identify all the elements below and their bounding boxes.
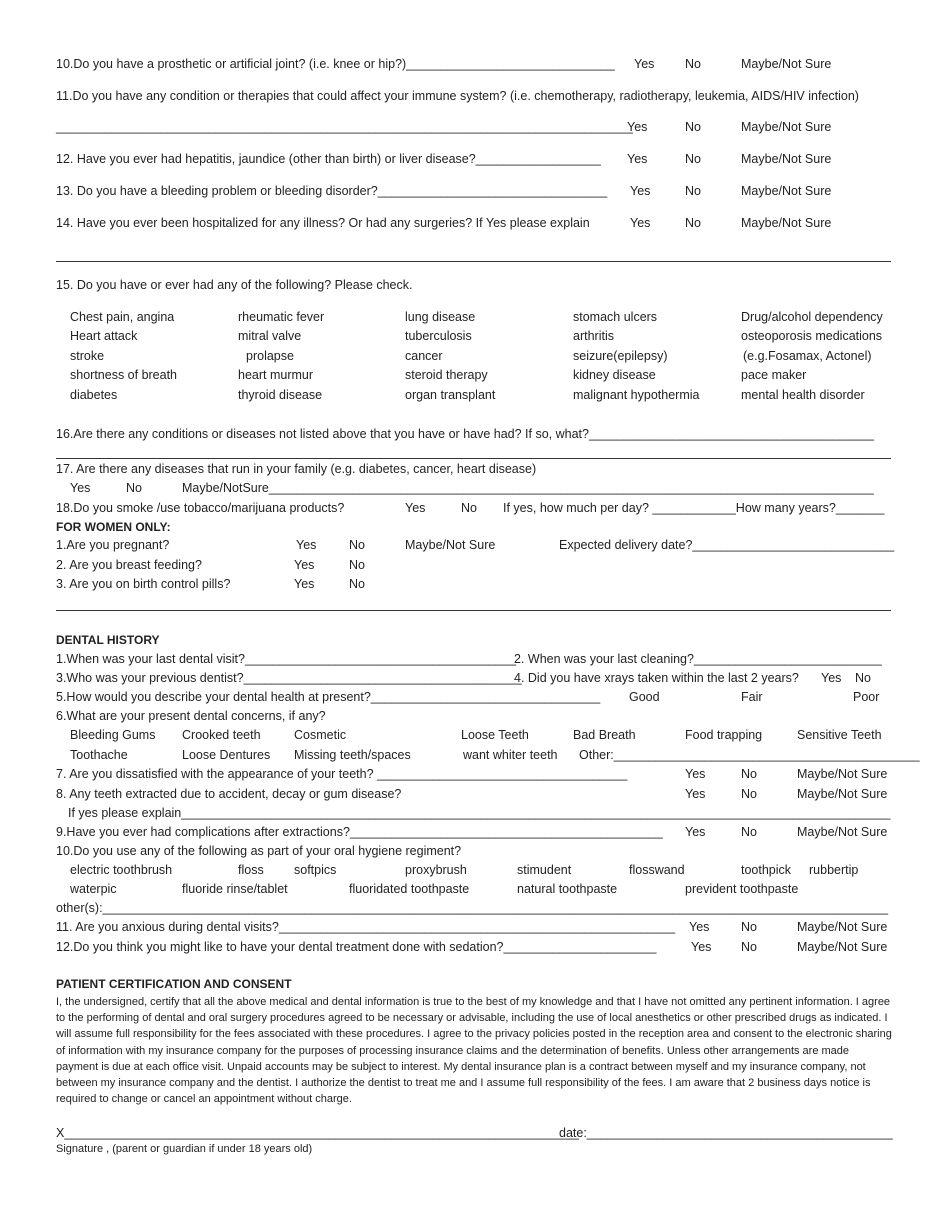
dental-q7-text: 7. Are you dissatisfied with the appearance of your teeth? ____________________________________ [56, 767, 628, 781]
condition-checkbox-item[interactable]: steroid therapy [405, 368, 488, 382]
women-q1-maybe-option[interactable]: Maybe/Not Sure [405, 538, 496, 552]
dental-q7-no-option[interactable]: No [741, 767, 757, 781]
dental-concern-option[interactable]: want whiter teeth [463, 748, 558, 762]
hygiene-product-option[interactable]: flosswand [629, 863, 685, 877]
condition-checkbox-item[interactable]: heart murmur [238, 368, 314, 382]
hygiene-product-option[interactable]: fluoride rinse/tablet [182, 882, 288, 896]
q11-no-option[interactable]: No [685, 120, 701, 134]
q18-no-option[interactable]: No [461, 501, 477, 515]
dental-q5-text: 5.How would you describe your dental health at present?_________________________________ [56, 690, 601, 704]
consent-heading: PATIENT CERTIFICATION AND CONSENT [56, 977, 292, 991]
condition-checkbox-item[interactable]: mitral valve [238, 329, 302, 343]
dental-q11-text: 11. Are you anxious during dental visits?_________________________________________________________ [56, 920, 676, 934]
dental-q4-text: 4. Did you have xrays taken within the last 2 years? [514, 671, 799, 685]
condition-checkbox-item[interactable]: Drug/alcohol dependency [741, 310, 883, 324]
dental-q4-no-option[interactable]: No [855, 671, 871, 685]
q11-answer-line[interactable]: ___________________________________________________________________________________ [56, 120, 634, 134]
hygiene-product-option[interactable]: stimudent [517, 863, 572, 877]
women-q1-yes-option[interactable]: Yes [296, 538, 317, 552]
dental-concern-option[interactable]: Sensitive Teeth [797, 728, 882, 742]
q17-maybe-option[interactable]: Maybe/NotSure_______________________________________________________________________________________ [182, 481, 874, 495]
dental-q9-maybe-option[interactable]: Maybe/Not Sure [797, 825, 888, 839]
dental-q8-no-option[interactable]: No [741, 787, 757, 801]
hygiene-product-option[interactable]: prevident toothpaste [685, 882, 799, 896]
q12-maybe-option[interactable]: Maybe/Not Sure [741, 152, 832, 166]
women-q3-text: 3. Are you on birth control pills? [56, 577, 231, 591]
dental-q8-text: 8. Any teeth extracted due to accident, decay or gum disease? [56, 787, 402, 801]
condition-checkbox-item[interactable]: mental health disorder [741, 388, 865, 402]
signature-field[interactable]: X__________________________________________________________________________ [56, 1126, 579, 1140]
q14-explain-line[interactable] [56, 261, 891, 262]
dental-q8-yes-option[interactable]: Yes [685, 787, 706, 801]
q10-yes-option[interactable]: Yes [634, 57, 655, 71]
date-field[interactable]: date:____________________________________________ [559, 1126, 893, 1140]
condition-checkbox-item[interactable]: pace maker [741, 368, 807, 382]
q12-text: 12. Have you ever had hepatitis, jaundice (other than birth) or liver disease?__________________ [56, 152, 601, 166]
women-q1-text: 1.Are you pregnant? [56, 538, 170, 552]
q13-maybe-option[interactable]: Maybe/Not Sure [741, 184, 832, 198]
q13-text: 13. Do you have a bleeding problem or bleeding disorder?_________________________________ [56, 184, 608, 198]
dental-concern-option[interactable]: Crooked teeth [182, 728, 261, 742]
condition-checkbox-item[interactable]: tuberculosis [405, 329, 472, 343]
q12-yes-option[interactable]: Yes [627, 152, 648, 166]
dental-q9-no-option[interactable]: No [741, 825, 757, 839]
q10-no-option[interactable]: No [685, 57, 701, 71]
q11-yes-option[interactable]: Yes [627, 120, 648, 134]
q11-maybe-option[interactable]: Maybe/Not Sure [741, 120, 832, 134]
women-q1-no-option[interactable]: No [349, 538, 365, 552]
hygiene-product-option[interactable]: proxybrush [405, 863, 467, 877]
condition-checkbox-item[interactable]: rheumatic fever [238, 310, 325, 324]
dental-concern-option[interactable]: Cosmetic [294, 728, 347, 742]
condition-checkbox-item[interactable]: diabetes [70, 388, 118, 402]
q18-amount-field[interactable]: If yes, how much per day? ____________How many years?_______ [503, 501, 885, 515]
dental-q11-no-option[interactable]: No [741, 920, 757, 934]
condition-checkbox-item[interactable]: Chest pain, angina [70, 310, 175, 324]
q16-text[interactable]: 16.Are there any conditions or diseases not listed above that you have or have had? If so, what?_________________________________________ [56, 427, 875, 441]
hygiene-product-option[interactable]: waterpic [70, 882, 117, 896]
hygiene-product-option[interactable]: electric toothbrush [70, 863, 173, 877]
condition-checkbox-item[interactable]: shortness of breath [70, 368, 178, 382]
condition-checkbox-item[interactable]: prolapse [246, 349, 294, 363]
signature-label: Signature , (parent or guardian if under 18 years old) [56, 1143, 313, 1155]
dental-concern-option[interactable]: Toothache [70, 748, 128, 762]
condition-checkbox-item: (e.g.Fosamax, Actonel) [743, 349, 872, 363]
dental-concern-option[interactable]: Missing teeth/spaces [294, 748, 411, 762]
condition-checkbox-item[interactable]: seizure(epilepsy) [573, 349, 668, 363]
q17-yes-option[interactable]: Yes [70, 481, 91, 495]
hygiene-product-option[interactable]: rubbertip [809, 863, 859, 877]
q16-extra-line[interactable] [56, 458, 891, 459]
women-q2-yes-option[interactable]: Yes [294, 558, 315, 572]
dental-concern-option[interactable]: Bleeding Gums [70, 728, 156, 742]
dental-q2-field[interactable]: 2. When was your last cleaning?___________________________ [514, 652, 882, 666]
dental-q12-maybe-option[interactable]: Maybe/Not Sure [797, 940, 888, 954]
delivery-date-field[interactable]: Expected delivery date?_____________________________ [559, 538, 895, 552]
condition-checkbox-item[interactable]: Heart attack [70, 329, 138, 343]
hygiene-product-option[interactable]: fluoridated toothpaste [349, 882, 470, 896]
q17-no-option[interactable]: No [126, 481, 142, 495]
condition-checkbox-item[interactable]: lung disease [405, 310, 476, 324]
women-only-heading: FOR WOMEN ONLY: [56, 520, 171, 534]
condition-checkbox-item[interactable]: thyroid disease [238, 388, 323, 402]
condition-checkbox-item[interactable]: cancer [405, 349, 443, 363]
dental-q8-maybe-option[interactable]: Maybe/Not Sure [797, 787, 888, 801]
dental-q9-yes-option[interactable]: Yes [685, 825, 706, 839]
q13-yes-option[interactable]: Yes [630, 184, 651, 198]
condition-checkbox-item[interactable]: kidney disease [573, 368, 656, 382]
dental-q12-text: 12.Do you think you might like to have your dental treatment done with sedation?______________________ [56, 940, 657, 954]
dental-q11-maybe-option[interactable]: Maybe/Not Sure [797, 920, 888, 934]
hygiene-product-option[interactable]: toothpick [741, 863, 792, 877]
dental-q7-maybe-option[interactable]: Maybe/Not Sure [797, 767, 888, 781]
dental-concern-option[interactable]: Food trapping [685, 728, 763, 742]
dental-q4-yes-option[interactable]: Yes [821, 671, 842, 685]
consent-body: I, the undersigned, certify that all the above medical and dental information is true to the best of my knowledge and that I have not omitted any pertinent information. I agree to the performing of dental and oral surgery procedures agreed to be necessary or advisable, including the use of local anesthetics or other prescribed drugs as indicated. I will assume full responsibility for the fees associated with these procedures. I agree to the privacy policies posted in the reception area and consent to the electronic sharing of information with my insurance company for the purposes of processing insurance claims and the determination of benefits. Unless other arrangements are made payment is due at each office visit. Unpaid accounts may be subject to interest. My dental insurance plan is a contract between myself and my insurance company, not between my insurance company and the dentist. I authorize the dentist to treat me and I assume full responsibility of the fees. I am aware that 2 business days notice is required to change or cancel an appointment without charge. [56, 996, 892, 1106]
dental-concern-option[interactable]: Bad Breath [573, 728, 636, 742]
dental-q12-no-option[interactable]: No [741, 940, 757, 954]
condition-checkbox-item[interactable]: arthritis [573, 329, 614, 343]
dental-health-fair-option[interactable]: Fair [741, 690, 763, 704]
dental-health-good-option[interactable]: Good [629, 690, 660, 704]
condition-checkbox-item[interactable]: malignant hypothermia [573, 388, 700, 402]
hygiene-product-option[interactable]: natural toothpaste [517, 882, 618, 896]
q18-text: 18.Do you smoke /use tobacco/marijuana products? [56, 501, 345, 515]
q14-maybe-option[interactable]: Maybe/Not Sure [741, 216, 832, 230]
q17-text: 17. Are there any diseases that run in your family (e.g. diabetes, cancer, heart disease) [56, 462, 537, 476]
women-q2-no-option[interactable]: No [349, 558, 365, 572]
dental-health-poor-option[interactable]: Poor [853, 690, 880, 704]
dental-q3-field[interactable]: 3.Who was your previous dentist?________________________________________ [56, 671, 522, 685]
q18-yes-option[interactable]: Yes [405, 501, 426, 515]
q10-maybe-option[interactable]: Maybe/Not Sure [741, 57, 832, 71]
condition-checkbox-item[interactable]: stomach ulcers [573, 310, 658, 324]
q12-no-option[interactable]: No [685, 152, 701, 166]
dental-q9-text: 9.Have you ever had complications after extractions?_____________________________________________ [56, 825, 663, 839]
condition-checkbox-item[interactable]: stroke [70, 349, 105, 363]
hygiene-other-field[interactable]: other(s):_________________________________________________________________________________________________________________ [56, 901, 889, 915]
women-q3-yes-option[interactable]: Yes [294, 577, 315, 591]
q13-no-option[interactable]: No [685, 184, 701, 198]
q14-yes-option[interactable]: Yes [630, 216, 651, 230]
women-section-line[interactable] [56, 610, 891, 611]
dental-q7-yes-option[interactable]: Yes [685, 767, 706, 781]
condition-checkbox-item[interactable]: osteoporosis medications [741, 329, 883, 343]
women-q2-text: 2. Are you breast feeding? [56, 558, 202, 572]
dental-concern-option[interactable]: Loose Dentures [182, 748, 271, 762]
dental-q11-yes-option[interactable]: Yes [689, 920, 710, 934]
dental-concern-other-field[interactable]: Other:____________________________________________ [579, 748, 920, 762]
dental-q10-text: 10.Do you use any of the following as part of your oral hygiene regiment? [56, 844, 462, 858]
dental-history-heading: DENTAL HISTORY [56, 633, 160, 647]
dental-q1-field[interactable]: 1.When was your last dental visit?_______________________________________ [56, 652, 517, 666]
q10-text: 10.Do you have a prosthetic or artificial joint? (i.e. knee or hip?)______________________________ [56, 57, 615, 71]
hygiene-product-option[interactable]: softpics [294, 863, 337, 877]
dental-q6-text: 6.What are your present dental concerns, if any? [56, 709, 326, 723]
hygiene-product-option[interactable]: floss [238, 863, 264, 877]
dental-concern-option[interactable]: Loose Teeth [461, 728, 529, 742]
condition-checkbox-item[interactable]: organ transplant [405, 388, 496, 402]
women-q3-no-option[interactable]: No [349, 577, 365, 591]
q15-text: 15. Do you have or ever had any of the following? Please check. [56, 278, 413, 292]
dental-q8-explain-field[interactable]: If yes please explain______________________________________________________________________________________________________ [68, 806, 891, 820]
q14-no-option[interactable]: No [685, 216, 701, 230]
dental-q12-yes-option[interactable]: Yes [691, 940, 712, 954]
q11-text: 11.Do you have any condition or therapies that could affect your immune system? (i.e. chemotherapy, radiotherapy, leukemia, AIDS/HIV infection) [56, 89, 859, 103]
q14-text: 14. Have you ever been hospitalized for any illness? Or had any surgeries? If Yes please explain [56, 216, 590, 230]
